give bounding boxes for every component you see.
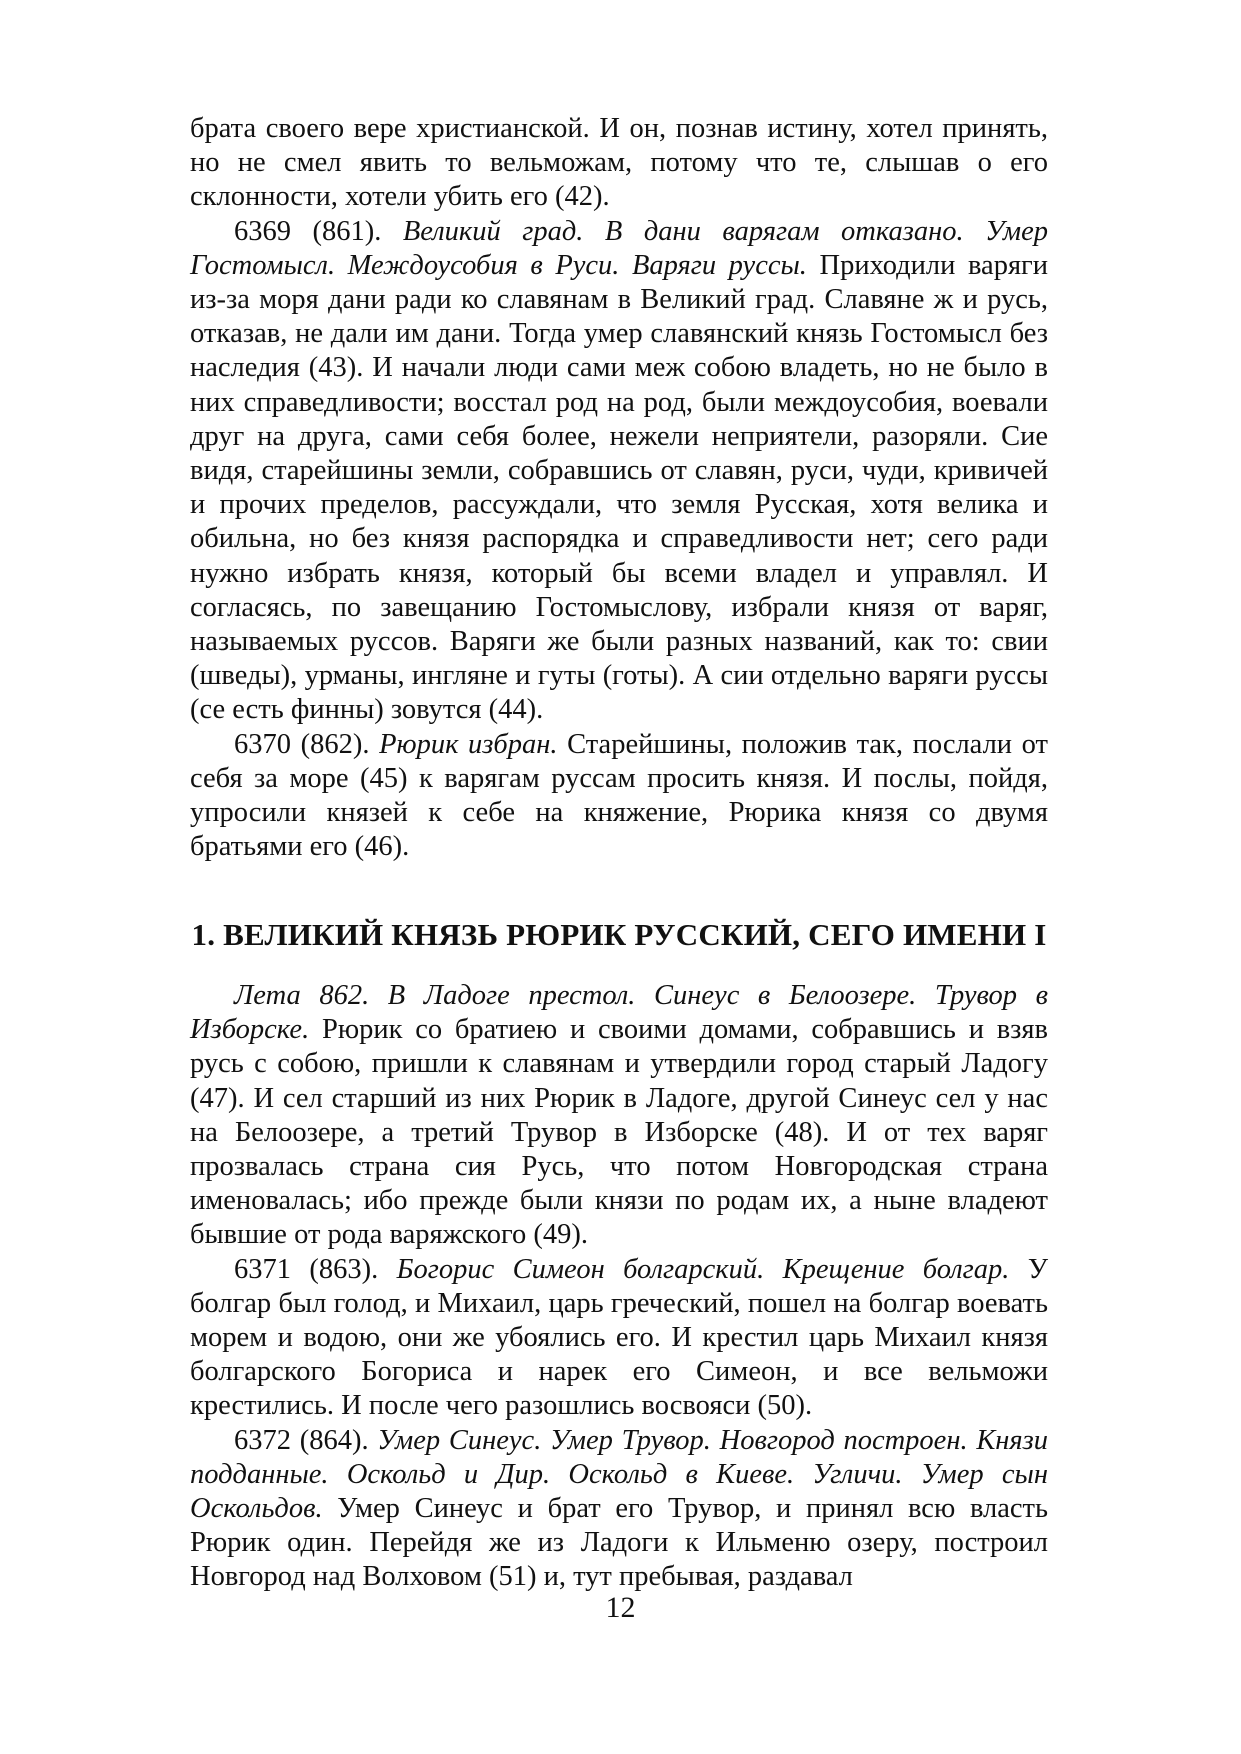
paragraph [190,215,1048,728]
year-marker: 6372 (864). [234,1424,378,1456]
year-marker: 6371 (863). [234,1253,397,1285]
paragraph-text: У болгар был голод, и Михаил, царь греческий, пошел на болгар воевать морем и водою, они же убоялись его. И крестил царь Михаил князя болгарского Богориса и нарек его Симеон, и все вельможи крестились. И после чего разошлись восвояси (50). [190,1253,1049,1422]
paragraph [190,112,1048,215]
paragraph [190,1424,1048,1595]
italic-summary: Богорис Симеон болгарский. Крещение болгар. [396,1253,1010,1285]
year-marker: 6370 (862). [234,728,380,760]
paragraph [190,728,1048,865]
paragraph [190,979,1048,1253]
year-marker: 6369 (861). [234,215,403,247]
italic-summary: Рюрик избран. [379,728,558,760]
italic-summary: Великий град. В дани варягам отказано. Умер Гостомысл. Междоусобия в Руси. Варяги руссы. [190,215,1048,281]
paragraph-text: Приходили варяги из-за моря дани ради ко славянам в Великий град. Славяне ж и русь, откaзав, не дали им дани. Тогда умер славянский князь Гостомысл без наследия (43). И начали люди сами меж собою владеть, но не было в них справедливости; восстал род на род, были междоусобия, воевали друг на друга, сами себя более, нежели неприятели, разоряли. Сие видя, старейшины земли, собравшись от славян, руси, чуди, кривичей и прочих пределов, рассуждали, что земля Русская, хотя велика и обильна, но без князя распорядка и справедливости нет; сего ради нужно избрать князя, который бы всеми владел и управлял. И согласясь, по завещанию Гостомыслову, избрали князя от варяг, называемых руссов. Варяги же были разных названий, как то: свии (шведы), урманы, ингляне и гуты (готы). А сии отдельно варяги руссы (се есть финны) зовутся (44). [190,249,1049,726]
paragraph-text: брата своего вере христианской. И он, познав истину, хотел принять, но не смел явить то вельможам, потому что те, слышав о его склонности, хотели убить его (42). [190,113,1048,213]
italic-summary: Лета 862. В Ладоге престол. Синеус в Белоозере. Трувор в Изборске. [190,980,1048,1046]
italic-summary: Умер Синеус. Умер Трувор. Новгород построен. Князи подданные. Оскольд и Дир. Оскольд в Киеве. Угличи. Умер сын Оскольдов. [190,1424,1048,1525]
chapter-heading: 1. ВЕЛИКИЙ КНЯЗЬ РЮРИК РУССКИЙ, СЕГО ИМЕНИ I [191,917,1047,952]
text-block-before-chapter [190,112,1048,864]
paragraph-text: Рюрик со братиею и своими домами, собравшись и взяв русь с собою, пришли к славянам и утвердили город старый Ладогу (47). И сел старший из них Рюрик в Ладоге, другой Синеус сел у нас на Белоозере, а третий Трувор в Изборске (48). И от тех варяг прозвалась страна сия Русь, что потом Новгородская страна именовалась; ибо прежде были князи по родам их, а ныне владеют бывшие от рода варяжского (49). [190,1014,1048,1251]
chapter-text-block [190,979,1048,1595]
paragraph [190,1253,1048,1424]
paragraph-text: Умер Синеус и брат его Трувор, и принял всю власть Рюрик один. Перейдя же из Ладоги к Ильменю озеру, построил Новгород над Волховом (51) и, тут пребывая, раздавал [190,1493,1048,1593]
paragraph-text: Старейшины, положив так, послали от себя за море (45) к варягам руссам просить князя. И послы, пойдя, упросили князей к себе на княжение, Рюрика князя со двумя братьями его (46). [190,728,1048,863]
page-number: 12 [605,1591,636,1624]
